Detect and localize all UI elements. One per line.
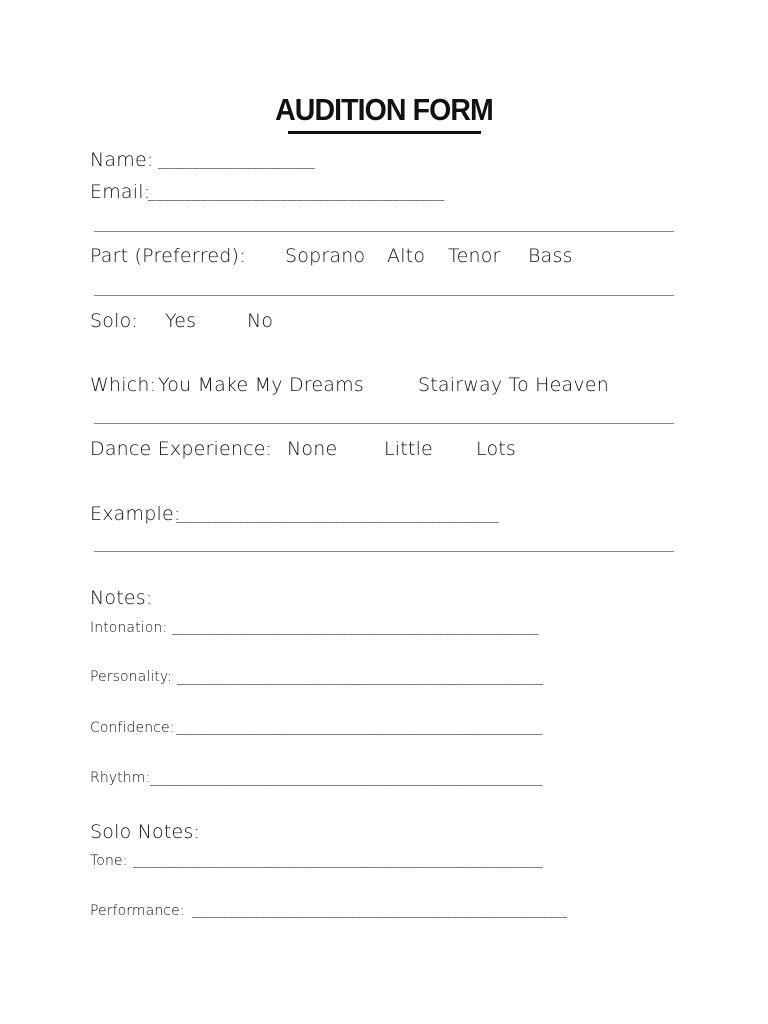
dance-label: Dance Experience: (90, 438, 273, 460)
notes-rhythm-label: Rhythm: (90, 770, 151, 786)
part-option-soprano[interactable]: Soprano (285, 245, 366, 267)
solo-notes-performance-field[interactable]: ___________________________________________ (192, 902, 568, 918)
notes-heading: Notes: (90, 587, 153, 609)
solo-notes-performance-label: Performance: (90, 903, 185, 919)
email-label: Email: (90, 181, 151, 203)
dance-option-none[interactable]: None (287, 438, 338, 460)
email-field[interactable]: __________________________________ (148, 185, 445, 201)
solo-option-no[interactable]: No (247, 310, 274, 332)
name-label: Name: (90, 149, 154, 171)
solo-notes-heading: Solo Notes: (90, 821, 201, 843)
title-underline (288, 131, 481, 134)
name-field[interactable]: __________________ (158, 153, 316, 169)
divider (94, 231, 674, 232)
dance-option-lots[interactable]: Lots (476, 438, 517, 460)
notes-personality-label: Personality: (90, 669, 173, 685)
form-title: AUDITION FORM (275, 92, 493, 127)
notes-intonation-label: Intonation: (90, 620, 168, 636)
part-option-alto[interactable]: Alto (387, 245, 426, 267)
divider (94, 423, 674, 424)
notes-personality-field[interactable]: __________________________________________ (177, 669, 544, 685)
part-option-bass[interactable]: Bass (528, 245, 573, 267)
notes-confidence-label: Confidence: (90, 720, 175, 736)
which-option-stairway-to-heaven[interactable]: Stairway To Heaven (418, 374, 609, 396)
which-label: Which: (90, 374, 157, 396)
divider (94, 551, 674, 552)
notes-confidence-field[interactable]: __________________________________________ (176, 719, 543, 735)
solo-notes-tone-label: Tone: (90, 853, 128, 869)
example-label: Example: (90, 503, 181, 525)
part-option-tenor[interactable]: Tenor (448, 245, 501, 267)
solo-label: Solo: (90, 310, 138, 332)
dance-option-little[interactable]: Little (384, 438, 433, 460)
divider (94, 295, 674, 296)
part-label: Part (Preferred): (90, 245, 246, 267)
notes-intonation-field[interactable]: __________________________________________ (172, 619, 539, 635)
example-field[interactable]: _____________________________________ (176, 507, 499, 523)
notes-rhythm-field[interactable]: _____________________________________________ (150, 770, 543, 786)
solo-option-yes[interactable]: Yes (165, 310, 197, 332)
solo-notes-tone-field[interactable]: _______________________________________________ (133, 852, 544, 868)
which-option-you-make-my-dreams[interactable]: You Make My Dreams (158, 374, 364, 396)
